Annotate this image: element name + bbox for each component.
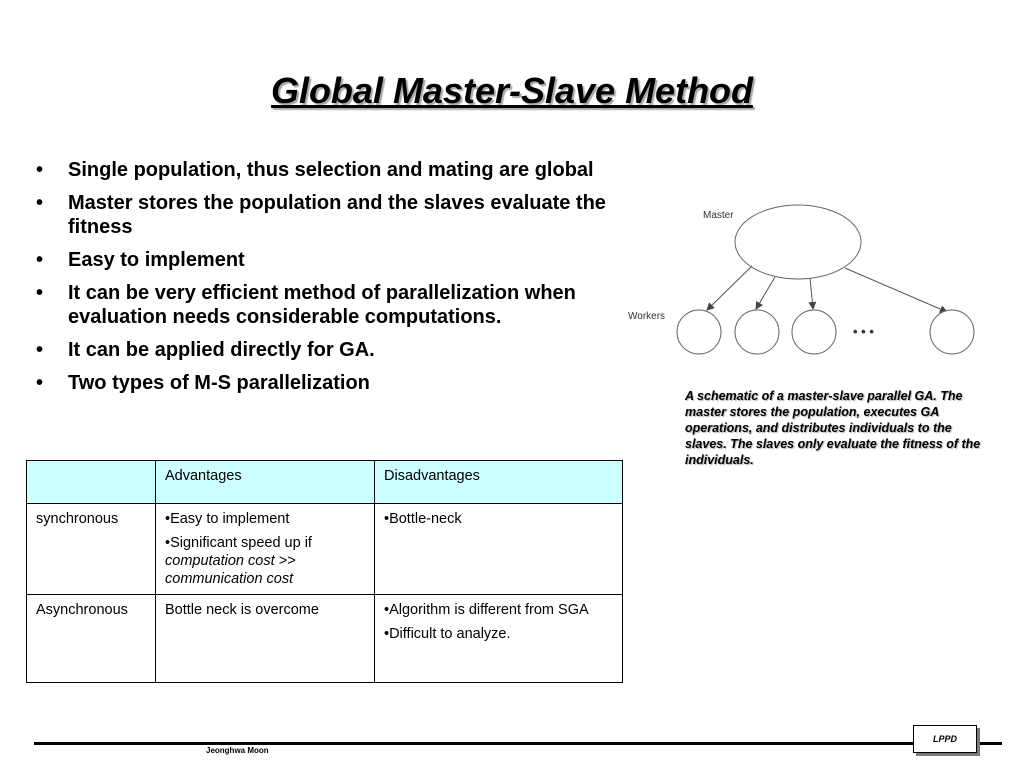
disadvantages-cell — [375, 595, 623, 683]
footer-author: Jeonghwa Moon — [206, 746, 269, 755]
table-row — [27, 504, 623, 595]
slide-title: Global Master-Slave Method — [270, 70, 754, 111]
header-cell — [27, 461, 156, 504]
disadvantage-item: •Difficult to analyze. — [384, 626, 511, 642]
arrow-to-worker — [810, 278, 813, 309]
table-header-row — [27, 461, 623, 504]
advantage-condition: computation cost >> communication cost — [165, 553, 296, 587]
bullet-list — [36, 158, 611, 404]
advantage-item: •Easy to implement — [165, 511, 290, 527]
bullet-item: • Easy to implement — [36, 248, 611, 272]
lppd-logo: LPPD — [913, 725, 977, 753]
worker-node — [735, 310, 779, 354]
arrow-to-worker — [845, 268, 947, 312]
diagram-caption: A schematic of a master-slave parallel GA. The master stores the population, executes GA operations, and distributes individuals to the slaves. The slaves only evaluate the fitness of the individuals. — [685, 389, 981, 467]
master-label: Master — [703, 210, 734, 221]
advantage-item: Bottle neck is overcome — [165, 602, 319, 618]
master-node — [735, 205, 861, 279]
arrow-to-worker — [756, 277, 775, 309]
table-row — [27, 595, 623, 683]
advantage-item — [165, 534, 365, 588]
advantages-cell — [156, 595, 375, 683]
bullet-item: • Two types of M-S parallelization — [36, 371, 611, 395]
workers-label: Workers — [628, 311, 666, 322]
advantages-cell — [156, 504, 375, 595]
worker-node — [930, 310, 974, 354]
header-cell: Disadvantages — [375, 461, 623, 504]
disadvantage-item: •Algorithm is different from SGA — [384, 602, 589, 618]
comparison-table — [26, 460, 623, 683]
bullet-item: • Master stores the population and the slaves evaluate the fitness — [36, 191, 611, 239]
worker-node — [677, 310, 721, 354]
bullet-item: • Single population, thus selection and mating are global — [36, 158, 611, 182]
disadvantage-item: •Bottle-neck — [384, 511, 462, 527]
advantage-text: •Significant speed up if — [165, 535, 312, 551]
header-cell: Advantages — [156, 461, 375, 504]
ellipsis-dots: • • • — [853, 324, 874, 339]
disadvantages-cell — [375, 504, 623, 595]
bullet-item: • It can be very efficient method of parallelization when evaluation needs considerable computations. — [36, 281, 611, 329]
worker-node — [792, 310, 836, 354]
footer-divider — [34, 742, 1002, 745]
master-slave-diagram — [620, 198, 985, 363]
arrow-to-worker — [707, 266, 752, 310]
row-type-cell: synchronous — [27, 504, 156, 595]
row-type-cell: Asynchronous — [27, 595, 156, 683]
bullet-item: • It can be applied directly for GA. — [36, 338, 611, 362]
